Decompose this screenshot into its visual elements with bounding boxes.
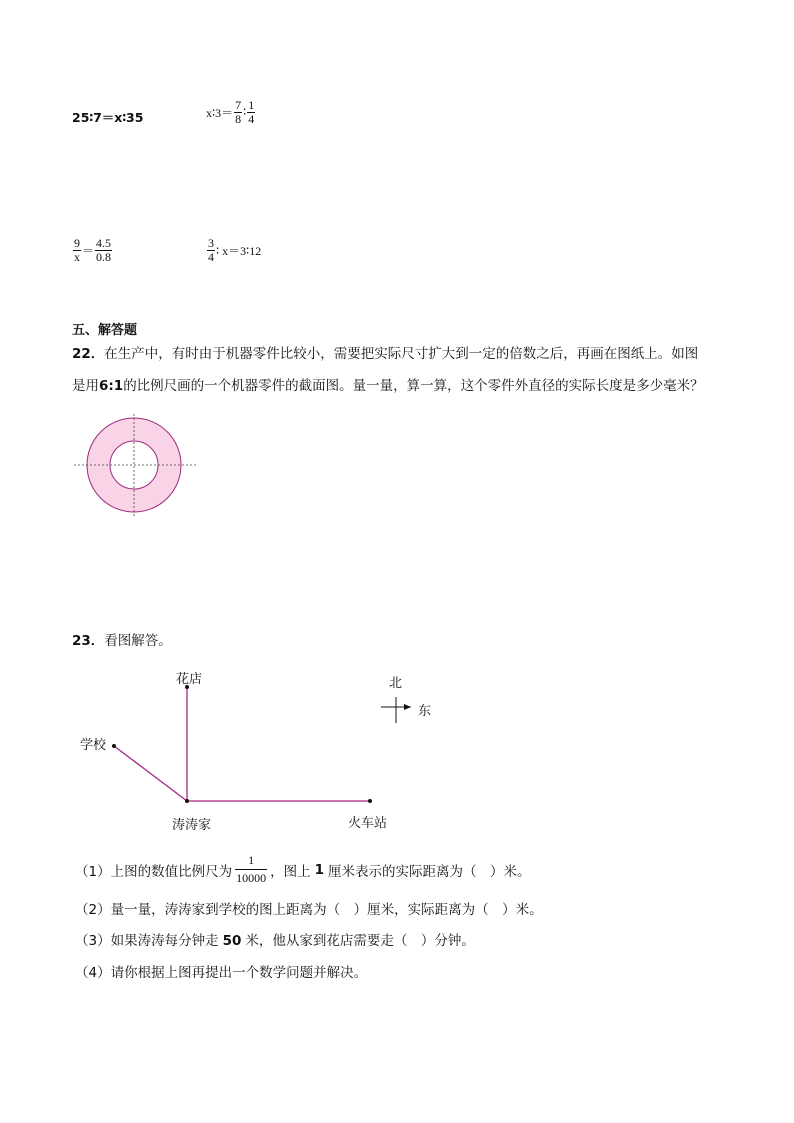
fraction-denominator: 10000 — [236, 871, 267, 885]
sub-question-4: （4）请你根据上图再提出一个数学问题并解决。 — [75, 965, 368, 981]
fraction-denominator: 4 — [208, 250, 214, 264]
ratio-separator: ∶ — [243, 105, 247, 119]
fraction-numerator: 4.5 — [96, 236, 112, 250]
equation-1: 25∶7＝x∶35 — [72, 110, 144, 125]
number-value: 50 — [222, 933, 242, 949]
line-home-to-school — [114, 746, 187, 801]
question-text: 在生产中，有时由于机器零件比较小，需要把实际尺寸扩大到一定的倍数之后，再画在图纸上。如图 — [104, 346, 699, 362]
fraction-denominator: 8 — [235, 112, 242, 126]
question-number: 22． — [72, 346, 105, 362]
fraction-numerator: 1 — [235, 852, 267, 870]
fraction-numerator: 9 — [74, 236, 80, 250]
question-text: 看图解答。 — [104, 633, 172, 649]
section-title: 五、解答题 — [72, 323, 138, 338]
question-text: 的比例尺画的一个机器零件的截面图。量一量，算一算，这个零件外直径的实际长度是多少毫米？ — [123, 378, 704, 394]
sub-question-text: 厘米表示的实际距离为（ ）米。 — [328, 863, 531, 880]
school-label: 学校 — [80, 738, 107, 753]
fraction — [73, 237, 81, 264]
sub-question-3 — [75, 929, 475, 949]
question-23-title — [72, 625, 172, 657]
equation-3 — [72, 237, 113, 264]
equation-2-lhs: x∶3＝ — [206, 106, 234, 120]
question-22-line-2 — [72, 370, 704, 402]
equals-sign: ＝ — [82, 244, 95, 258]
home-label: 涛涛家 — [172, 818, 212, 833]
equation-4-rest: ∶ x＝3∶12 — [216, 244, 262, 258]
sub-question-text: 米，他从家到花店需要走（ ）分钟。 — [245, 933, 475, 949]
home-point — [185, 799, 189, 803]
school-point — [112, 744, 116, 748]
scale-value: 6:1 — [99, 378, 124, 394]
fraction-denominator: x — [74, 250, 80, 264]
equation-4 — [206, 237, 261, 264]
fraction — [95, 237, 112, 264]
flower-shop-label: 花店 — [176, 672, 203, 687]
compass-east-arrow-icon — [404, 704, 411, 710]
equation-2 — [206, 99, 256, 126]
sub-question-text: （1）上图的数值比例尺为 — [75, 863, 233, 880]
fraction — [234, 99, 242, 126]
station-point — [368, 799, 372, 803]
compass-east-label: 东 — [418, 704, 432, 719]
station-label: 火车站 — [348, 816, 388, 831]
fraction — [247, 99, 255, 126]
scale-fraction — [235, 852, 267, 887]
compass-north-label: 北 — [389, 676, 403, 691]
sub-question-text: （3）如果涛涛每分钟走 — [75, 933, 219, 949]
ring-cross-section-figure — [70, 412, 210, 522]
sub-question-2: （2）量一量，涛涛家到学校的图上距离为（ ）厘米，实际距离为（ ）米。 — [75, 902, 543, 918]
fraction-denominator: 0.8 — [96, 250, 112, 264]
question-text: 是用 — [72, 378, 99, 394]
fraction — [207, 237, 215, 264]
fraction-numerator: 3 — [208, 236, 214, 250]
question-22-line-1 — [72, 338, 698, 370]
question-number: 23． — [72, 633, 105, 649]
sub-question-text: ，图上 — [270, 863, 311, 880]
sub-question-1 — [75, 852, 531, 887]
fraction-numerator: 1 — [248, 98, 255, 112]
fraction-denominator: 4 — [248, 112, 255, 126]
fraction-numerator: 7 — [235, 98, 242, 112]
number-value: 1 — [314, 861, 324, 878]
